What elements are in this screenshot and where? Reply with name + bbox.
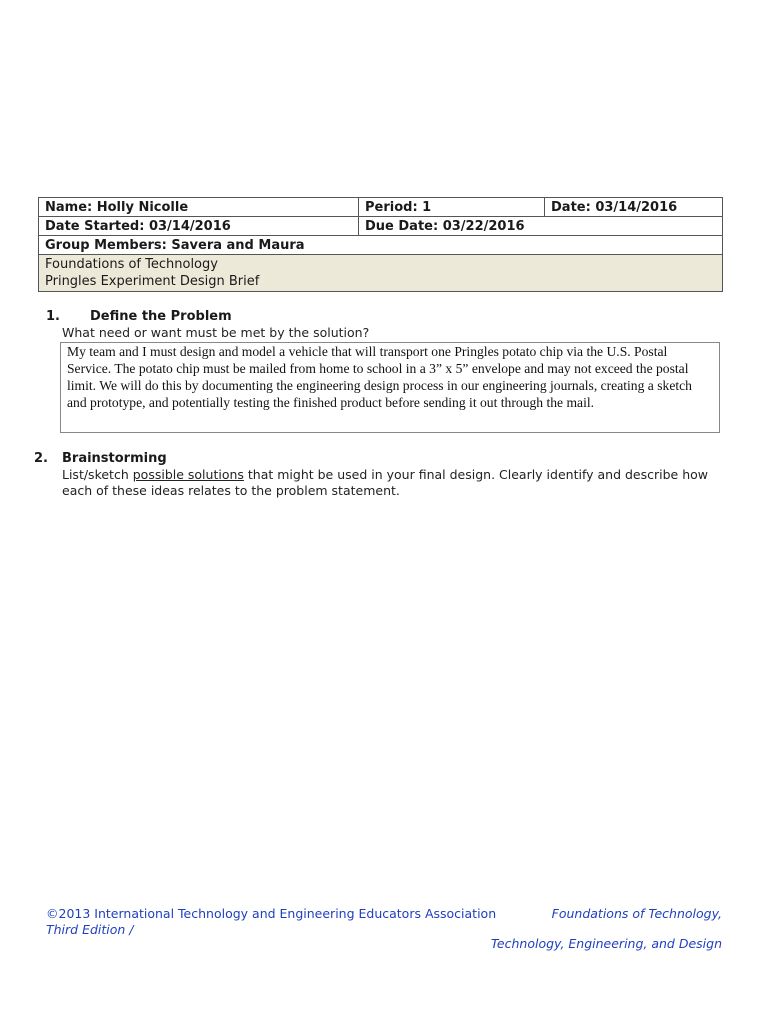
answer-line: My team and I must design and model a vehicle that will transport one Pringles potato chip via the U.S. Postal: [67, 344, 668, 359]
footer-subtitle: Technology, Engineering, and Design: [490, 936, 722, 951]
course-name: Foundations of Technology: [45, 257, 218, 272]
info-row-2: [39, 217, 723, 236]
instructions-text: that might be used in your final design. Clearly identify and describe how: [243, 467, 708, 482]
course-cell: [39, 255, 723, 292]
section-2-number: 2.: [34, 451, 48, 466]
section-1-heading: [46, 309, 232, 324]
date-started: Date Started: 03/14/2016: [39, 217, 359, 236]
section-1-number: 1.: [46, 309, 60, 324]
section-1-prompt: What need or want must be met by the solution?: [62, 325, 370, 340]
section-2-heading: [34, 451, 167, 466]
section-2-title: Brainstorming: [62, 451, 167, 466]
footer-edition: Third Edition /: [46, 922, 134, 937]
instructions-text-line2: each of these ideas relates to the problem statement.: [62, 483, 400, 498]
answer-line: limit. We will do this by documenting the engineering design process in our engineering journals, creating a sketch: [67, 378, 692, 393]
period: Period: 1: [359, 198, 545, 217]
answer-line: Service. The potato chip must be mailed from home to school in a 3” x 5” envelope and may not exceed the postal: [67, 361, 689, 376]
answer-line: and prototype, and potentially testing the finished product before sending it out through the mail.: [67, 395, 595, 410]
possible-solutions-underline: possible solutions: [132, 467, 244, 482]
problem-answer-box[interactable]: [60, 342, 720, 433]
instructions-text: List/sketch: [62, 467, 133, 482]
group-members: Group Members: Savera and Maura: [39, 236, 723, 255]
section-1-title: Define the Problem: [90, 309, 232, 324]
footer-copyright: ©2013 International Technology and Engineering Educators Association: [46, 906, 497, 921]
section-2-instructions: [62, 467, 727, 499]
info-row-4: [39, 255, 723, 292]
student-name: Name: Holly Nicolle: [39, 198, 359, 217]
footer-book-title: Foundations of Technology,: [551, 906, 722, 921]
date: Date: 03/14/2016: [545, 198, 723, 217]
due-date: Due Date: 03/22/2016: [359, 217, 723, 236]
info-table: [38, 197, 723, 292]
info-row-1: [39, 198, 723, 217]
info-row-3: [39, 236, 723, 255]
brief-name: Pringles Experiment Design Brief: [45, 274, 260, 289]
